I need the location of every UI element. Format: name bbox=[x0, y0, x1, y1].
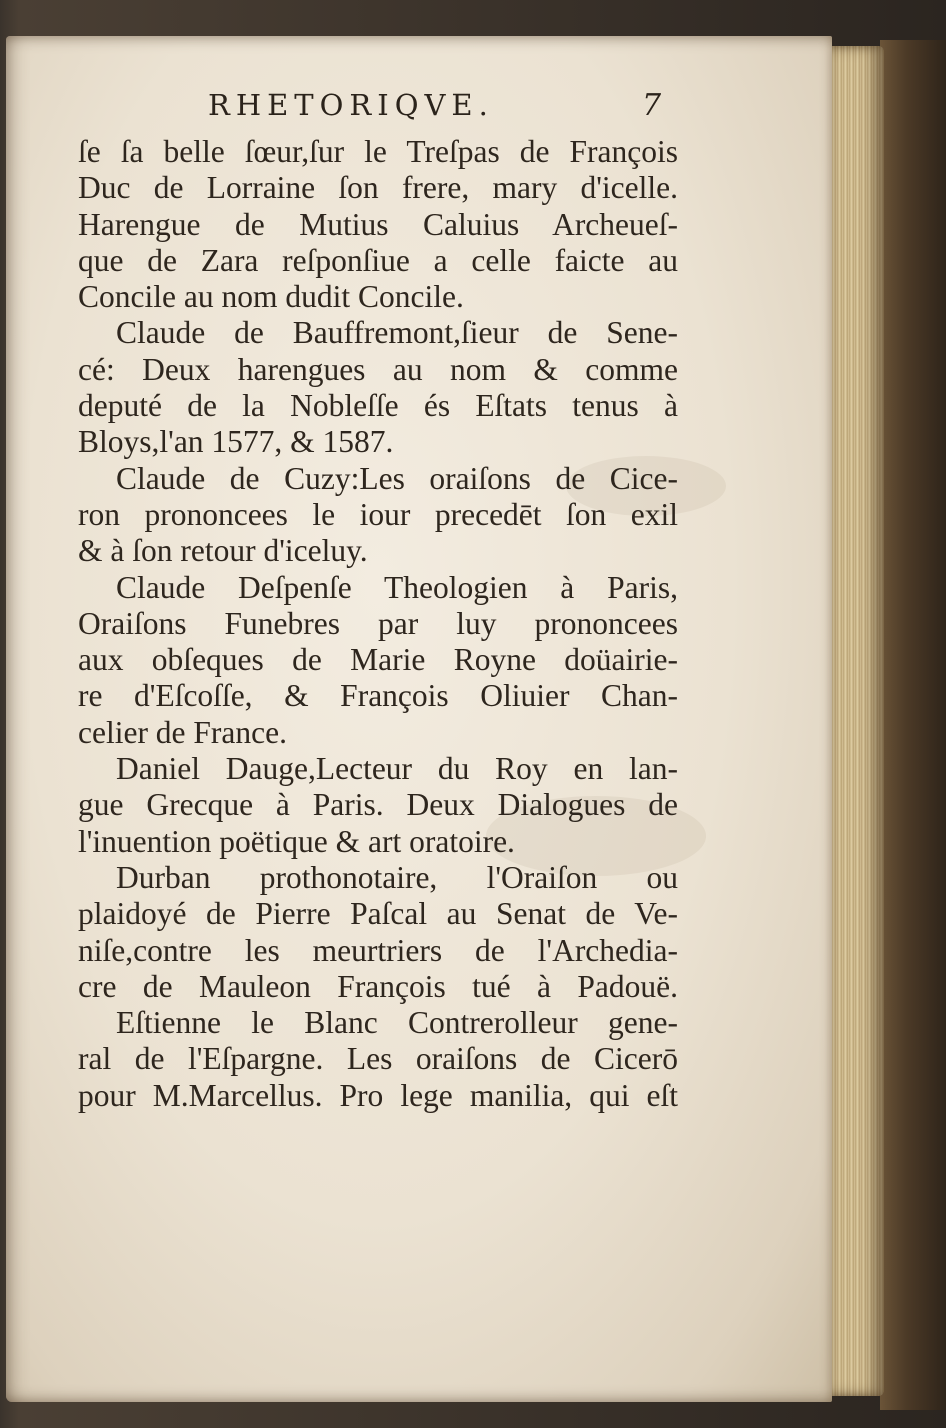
text-line: celier de France. bbox=[78, 714, 287, 750]
text-line: ſe ſa belle ſœur,ſur le Treſpas de François bbox=[78, 134, 678, 169]
text-line: cé: Deux harengues au nom & comme bbox=[78, 351, 678, 387]
text-line: ron prononcees le iour precedēt ſon exil bbox=[78, 496, 678, 532]
text-line: l'inuention poëtique & art oratoire. bbox=[78, 823, 515, 859]
text-line: & à ſon retour d'iceluy. bbox=[78, 533, 368, 569]
running-head-title: RHETORIQVE. bbox=[208, 88, 494, 122]
text-line: Harengue de Mutius Caluius Archeueſ- bbox=[78, 206, 678, 242]
text-line: Claude de Cuzy:Les oraiſons de Cice- bbox=[116, 460, 678, 496]
book-binding bbox=[880, 40, 946, 1410]
page-edges bbox=[826, 46, 884, 1396]
running-head bbox=[0, 88, 946, 128]
text-line: Bloys,l'an 1577, & 1587. bbox=[78, 424, 394, 460]
text-line: Duc de Lorraine ſon frere, mary d'icelle. bbox=[78, 170, 678, 206]
text-line: pour M.Marcellus. Pro lege manilia, qui eſt bbox=[78, 1077, 678, 1113]
text-line: cre de Mauleon François tué à Padouë. bbox=[78, 968, 678, 1004]
text-line: plaidoyé de Pierre Paſcal au Senat de Ve- bbox=[78, 896, 678, 932]
text-line: ral de l'Eſpargne. Les oraiſons de Cicerō bbox=[78, 1041, 678, 1077]
page-number: 7 bbox=[642, 88, 662, 123]
text-line: re d'Eſcoſſe, & François Oliuier Chan- bbox=[78, 678, 678, 714]
text-line: niſe,contre les meurtriers de l'Archedia- bbox=[78, 932, 678, 968]
text-line: Durban prothonotaire, l'Oraiſon ou bbox=[116, 859, 678, 895]
text-line: deputé de la Nobleſſe és Eſtats tenus à bbox=[78, 388, 678, 424]
text-line: Daniel Dauge,Lecteur du Roy en lan- bbox=[116, 751, 678, 787]
text-line: Eſtienne le Blanc Contrerolleur gene- bbox=[116, 1005, 678, 1041]
text-line: gue Grecque à Paris. Deux Dialogues de bbox=[78, 787, 678, 823]
body-text bbox=[78, 134, 678, 1114]
text-line: Oraiſons Funebres par luy prononcees bbox=[78, 605, 678, 641]
text-line: Concile au nom dudit Concile. bbox=[78, 279, 464, 315]
text-line: Claude Deſpenſe Theologien à Paris, bbox=[116, 569, 678, 605]
text-line: aux obſeques de Marie Royne doüairie- bbox=[78, 642, 678, 678]
text-line: Claude de Bauffremont,ſieur de Sene- bbox=[116, 315, 678, 351]
text-line: que de Zara reſponſiue a celle faicte au bbox=[78, 242, 678, 278]
